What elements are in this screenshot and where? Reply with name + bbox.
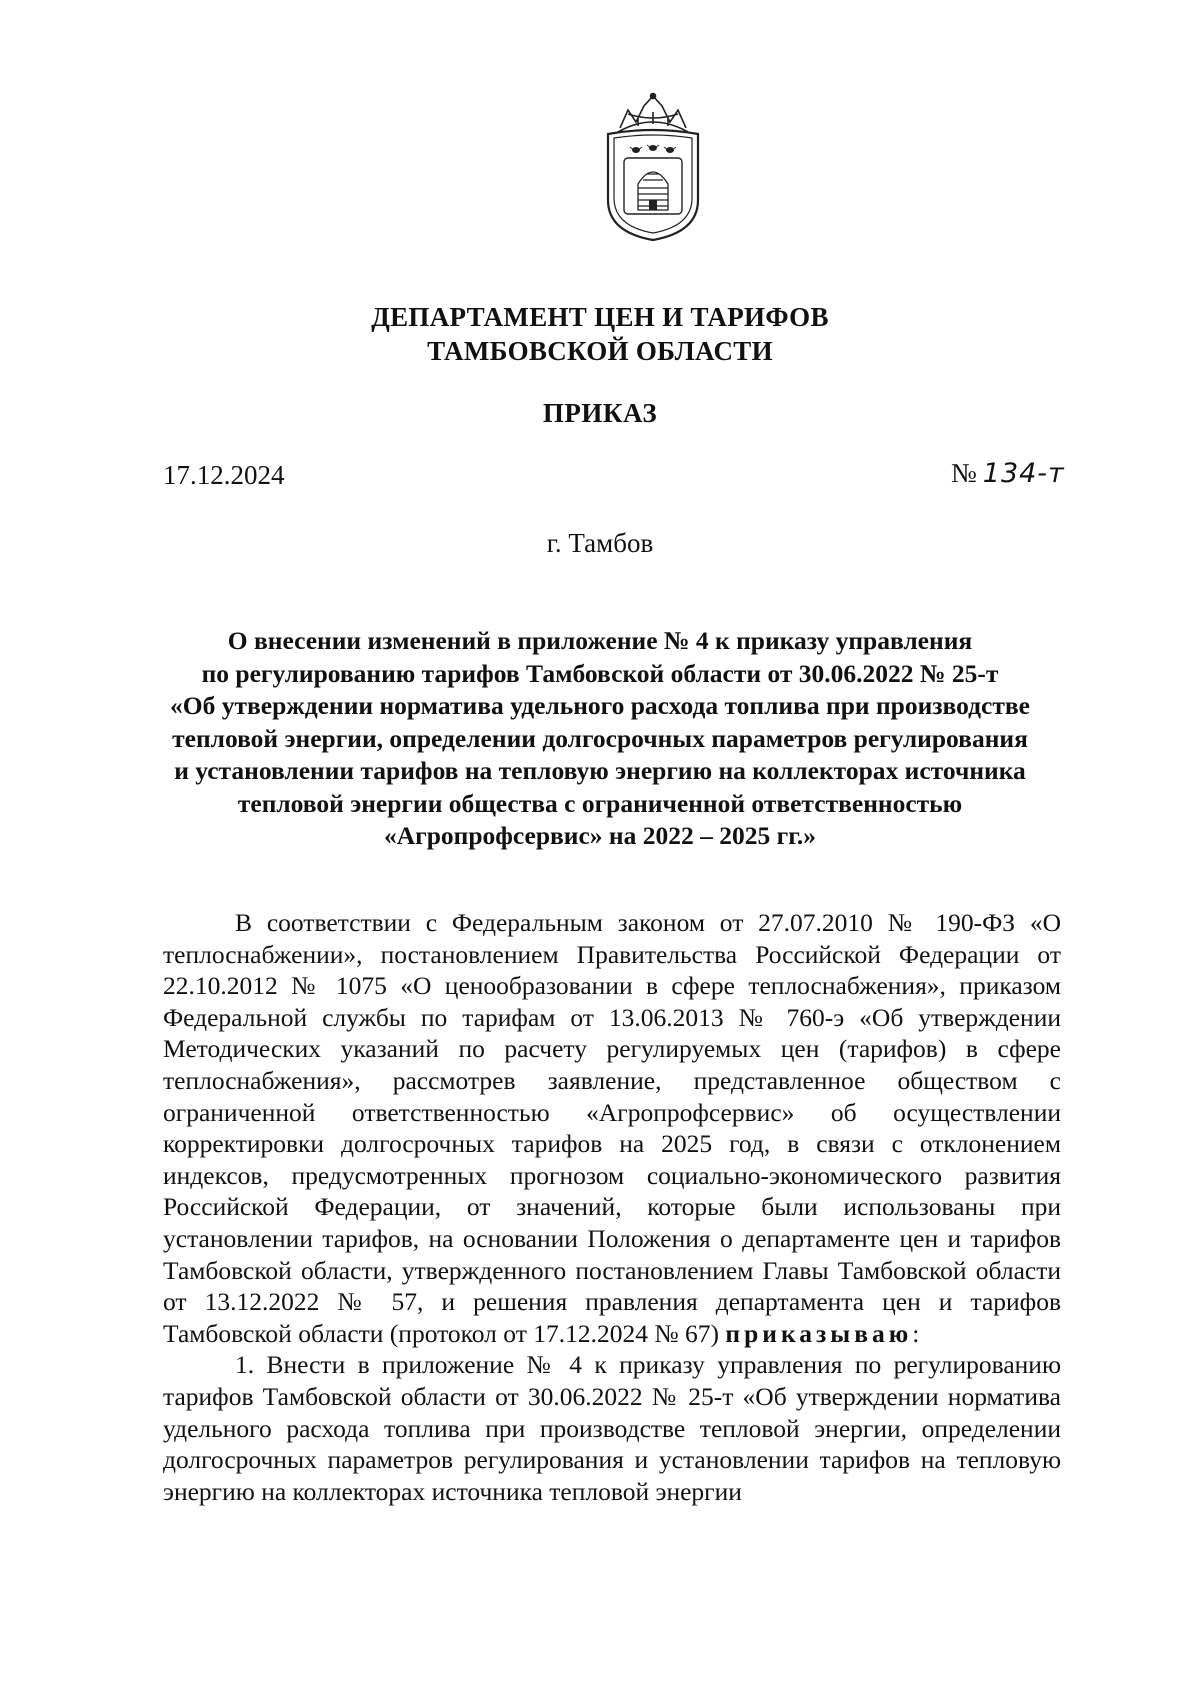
document-number <box>951 458 1065 489</box>
number-value: 134-т <box>982 458 1065 489</box>
decree-word: приказываю <box>725 1318 913 1348</box>
preamble-text: В соответствии с Федеральным законом от 27.07.2010 № 190-ФЗ «О теплоснабжении», постановлением Правительства Российской Федерации от 22.10.2012 № 1075 «О ценообразовании в сфере теплоснабжения», приказом Федеральной службы по тарифам от 13.06.2013 № 760-э «Об утверждении Методических указаний по расчету регулируемых цен (тарифов) в сфере теплоснабжения», рассмотрев заявление, представленное обществом с ограниченной ответственностью «Агропрофсервис» об осуществлении корректировки долгосрочных тарифов на 2025 год, в связи с отклонением индексов, предусмотренных прогнозом социально-экономического развития Российской Федерации, от значений, которые были использованы при установлении тарифов, на основании Положения о департаменте цен и тарифов Тамбовской области, утвержденного постановлением Главы Тамбовской области от 13.12.2022 № 57, и решения правления департамента цен и тарифов Тамбовской области (протокол от 17.12.2024 № 67) <box>163 908 1061 1348</box>
document-city: г. Тамбов <box>546 528 654 558</box>
subject-line: по регулированию тарифов Тамбовской области от 30.06.2022 № 25-т <box>201 658 999 688</box>
subject-line: тепловой энергии, определении долгосрочных параметров регулирования <box>172 723 1028 753</box>
document-subject <box>150 625 1050 853</box>
document-type: ПРИКАЗ <box>542 398 658 428</box>
preamble-paragraph <box>163 907 1061 1349</box>
subject-line: «Агропрофсервис» на 2022 – 2025 гг.» <box>383 821 817 850</box>
subject-line: тепловой энергии общества с ограниченной ответственностью <box>237 788 963 818</box>
department-name <box>0 300 1200 368</box>
item-1-paragraph: 1. Внести в приложение № 4 к приказу управления по регулированию тарифов Тамбовской области от 30.06.2022 № 25-т «Об утверждении норматива удельного расхода топлива при производстве тепловой энергии, определении долгосрочных параметров регулирования и установлении тарифов на тепловую энергию на коллекторах источника тепловой энергии <box>163 1350 1061 1506</box>
department-line-1: ДЕПАРТАМЕНТ ЦЕН И ТАРИФОВ <box>371 302 829 332</box>
number-label: № <box>951 458 977 488</box>
subject-line: О внесении изменений в приложение № 4 к приказу управления <box>227 626 973 655</box>
subject-line: «Об утверждении норматива удельного расхода топлива при производстве <box>170 691 1030 720</box>
decree-colon: : <box>912 1318 920 1348</box>
document-body <box>163 907 1061 1507</box>
department-line-2: ТАМБОВСКОЙ ОБЛАСТИ <box>427 336 773 366</box>
document-date: 17.12.2024 <box>163 460 285 490</box>
subject-line: и установлении тарифов на тепловую энергию на коллекторах источника <box>174 756 1026 785</box>
coat-of-arms-icon <box>598 92 708 242</box>
